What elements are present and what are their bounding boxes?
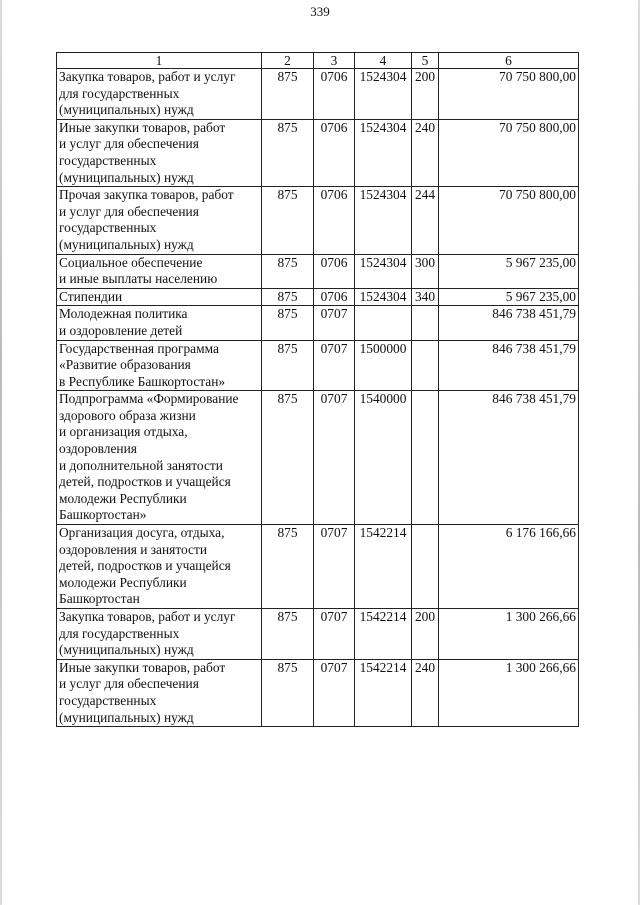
expense-type-cell: 340 (412, 288, 439, 306)
row-name-cell (57, 119, 262, 186)
amount-cell: 5 967 235,00 (439, 288, 579, 306)
row-name-line: детей, подростков и учащейся (59, 474, 231, 490)
row-name-line: Стипендии (59, 288, 123, 304)
expense-type-cell (412, 340, 439, 391)
code-2-cell: 875 (262, 340, 314, 391)
row-name-line: для государственных (59, 85, 180, 101)
target-item-cell: 1524304 (355, 119, 412, 186)
row-name-cell (57, 69, 262, 120)
section-code-cell: 0706 (314, 119, 355, 186)
row-name-line: здорового образа жизни (59, 407, 196, 423)
target-item-cell: 1524304 (355, 254, 412, 288)
page-number: 339 (310, 4, 330, 19)
section-code-cell: 0707 (314, 609, 355, 660)
code-2-cell: 875 (262, 288, 314, 306)
table-row (57, 659, 579, 726)
row-name-line: государственных (59, 152, 157, 168)
row-name-cell (57, 659, 262, 726)
expense-type-cell: 200 (412, 609, 439, 660)
row-name-line: для государственных (59, 625, 180, 641)
row-name-line: Организация досуга, отдыха, (59, 525, 225, 541)
target-item-cell: 1500000 (355, 340, 412, 391)
amount-cell: 70 750 800,00 (439, 187, 579, 254)
table-row (57, 609, 579, 660)
row-name-line: «Развитие образования (59, 357, 191, 373)
header-col-5: 5 (412, 53, 439, 69)
table-row (57, 254, 579, 288)
row-name-line: Закупка товаров, работ и услуг (59, 609, 236, 624)
target-item-cell: 1542214 (355, 525, 412, 609)
row-name-line: детей, подростков и учащейся (59, 558, 231, 574)
section-code-cell: 0706 (314, 288, 355, 306)
row-name-line: Социальное обеспечение (59, 254, 203, 270)
row-name-line: в Республике Башкортостан» (59, 373, 226, 389)
expense-type-cell: 244 (412, 187, 439, 254)
header-col-4: 4 (355, 53, 412, 69)
expense-type-cell: 240 (412, 119, 439, 186)
expense-type-cell: 300 (412, 254, 439, 288)
table-row (57, 306, 579, 340)
row-name-line: Закупка товаров, работ и услуг (59, 69, 236, 84)
header-col-2: 2 (262, 53, 314, 69)
code-2-cell: 875 (262, 254, 314, 288)
code-2-cell: 875 (262, 69, 314, 120)
row-name-line: и оздоровление детей (59, 322, 183, 338)
section-code-cell: 0707 (314, 340, 355, 391)
target-item-cell: 1540000 (355, 391, 412, 525)
row-name-cell (57, 187, 262, 254)
table-body (57, 69, 579, 727)
row-name-line: Прочая закупка товаров, работ (59, 187, 234, 203)
code-2-cell: 875 (262, 187, 314, 254)
row-name-line: (муниципальных) нужд (59, 169, 194, 185)
row-name-line: Государственная программа (59, 340, 219, 356)
code-2-cell: 875 (262, 306, 314, 340)
row-name-line: Подпрограмма «Формирование (59, 391, 239, 407)
amount-cell: 1 300 266,66 (439, 609, 579, 660)
row-name-line: молодежи Республики (59, 574, 187, 590)
scan-edge-left (0, 0, 2, 905)
row-name-cell (57, 288, 262, 306)
row-name-line: Иные закупки товаров, работ (59, 659, 226, 675)
row-name-line: государственных (59, 692, 157, 708)
row-name-cell (57, 254, 262, 288)
row-name-line: и услуг для обеспечения (59, 136, 199, 152)
row-name-cell (57, 525, 262, 609)
budget-table (56, 52, 579, 727)
row-name-line: оздоровления (59, 441, 137, 457)
amount-cell: 1 300 266,66 (439, 659, 579, 726)
row-name-line: и услуг для обеспечения (59, 203, 199, 219)
header-col-3: 3 (314, 53, 355, 69)
target-item-cell: 1524304 (355, 69, 412, 120)
section-code-cell: 0707 (314, 306, 355, 340)
row-name-line: и организация отдыха, (59, 424, 188, 440)
code-2-cell: 875 (262, 391, 314, 525)
expense-type-cell: 240 (412, 659, 439, 726)
row-name-line: (муниципальных) нужд (59, 709, 194, 725)
row-name-line: и иные выплаты населению (59, 271, 218, 287)
amount-cell: 5 967 235,00 (439, 254, 579, 288)
row-name-cell (57, 306, 262, 340)
row-name-cell (57, 609, 262, 660)
expense-type-cell (412, 391, 439, 525)
amount-cell: 846 738 451,79 (439, 306, 579, 340)
row-name-line: Башкортостан (59, 591, 140, 607)
section-code-cell: 0706 (314, 69, 355, 120)
table-row (57, 69, 579, 120)
table-row (57, 391, 579, 525)
row-name-cell (57, 391, 262, 525)
row-name-line: молодежи Республики (59, 490, 187, 506)
target-item-cell: 1542214 (355, 659, 412, 726)
code-2-cell: 875 (262, 525, 314, 609)
row-name-line: (муниципальных) нужд (59, 236, 194, 252)
target-item-cell: 1524304 (355, 187, 412, 254)
target-item-cell: 1542214 (355, 609, 412, 660)
expense-type-cell: 200 (412, 69, 439, 120)
expense-type-cell (412, 306, 439, 340)
amount-cell: 70 750 800,00 (439, 69, 579, 120)
code-2-cell: 875 (262, 119, 314, 186)
section-code-cell: 0707 (314, 659, 355, 726)
header-row (57, 53, 579, 69)
section-code-cell: 0706 (314, 187, 355, 254)
header-col-1: 1 (57, 53, 262, 69)
row-name-line: государственных (59, 220, 157, 236)
table-row (57, 288, 579, 306)
table-row (57, 340, 579, 391)
amount-cell: 846 738 451,79 (439, 391, 579, 525)
row-name-cell (57, 340, 262, 391)
table-row (57, 187, 579, 254)
section-code-cell: 0707 (314, 525, 355, 609)
code-2-cell: 875 (262, 659, 314, 726)
amount-cell: 70 750 800,00 (439, 119, 579, 186)
target-item-cell: 1524304 (355, 288, 412, 306)
target-item-cell (355, 306, 412, 340)
table-row (57, 525, 579, 609)
table-row (57, 119, 579, 186)
row-name-line: (муниципальных) нужд (59, 642, 194, 658)
row-name-line: Иные закупки товаров, работ (59, 119, 226, 135)
code-2-cell: 875 (262, 609, 314, 660)
header-col-6: 6 (439, 53, 579, 69)
row-name-line: и дополнительной занятости (59, 457, 223, 473)
row-name-line: оздоровления и занятости (59, 541, 207, 557)
row-name-line: (муниципальных) нужд (59, 102, 194, 118)
section-code-cell: 0706 (314, 254, 355, 288)
expense-type-cell (412, 525, 439, 609)
amount-cell: 6 176 166,66 (439, 525, 579, 609)
section-code-cell: 0707 (314, 391, 355, 525)
amount-cell: 846 738 451,79 (439, 340, 579, 391)
row-name-line: Молодежная политика (59, 306, 188, 322)
row-name-line: Башкортостан» (59, 507, 147, 523)
row-name-line: и услуг для обеспечения (59, 676, 199, 692)
